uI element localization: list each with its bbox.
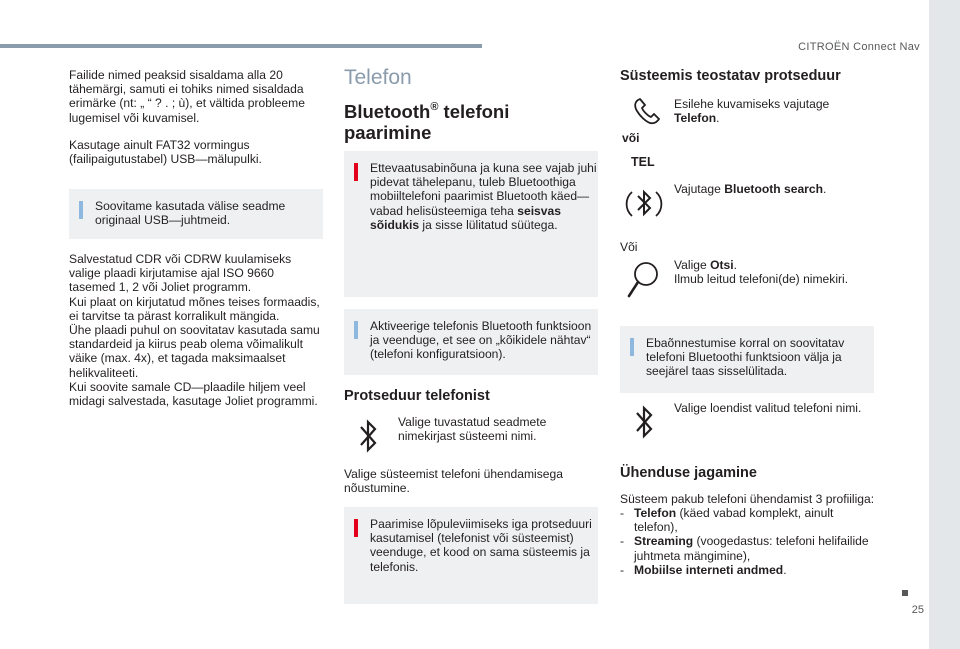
info-bar [79, 201, 83, 219]
heading-phone-procedure: Protseduur telefonist [344, 388, 490, 404]
heading-bluetooth-pairing: Bluetooth® telefoni paarimine [344, 101, 510, 143]
list-item: - Mobiilse interneti andmed. [620, 562, 787, 577]
col1-p3: Salvestatud CDR või CDRW kuulamiseks valige plaadi kirjutamise ajal ISO 9660 tasemed 1, 2 või Joliet programm. Kui plaat on kirjutatud mõnes teises formaadis, ei tarvitse ta pärast korralikult mängida. Ühe plaadi puhul on soovitatav kasutada samu standardeid ja kiirus peab olema võimalikult väike (max. 4x), et tagada maksimaalset helikvaliteeti. Kui soovite samale CD—plaadile hiljem veel midagi salvestada, kasutage Joliet programmi. [69, 252, 320, 409]
page-number: 25 [911, 604, 924, 616]
info-box-usb: Soovitame kasutada välise seadme originaal USB—juhtmeid. [69, 189, 323, 239]
share-list [620, 506, 890, 577]
side-strip [929, 0, 960, 649]
accept-text: Valige süsteemist telefoni ühendamisega nõustumine. [344, 467, 563, 496]
warning-box-code: Paarimise lõpuleviimiseks iga protseduuri kasutamisel (telefonist või süsteemist) veenduge, et kood on sama süsteemis ja telefonis. [344, 507, 598, 604]
list-item: - Telefon (käed vabad komplekt, ainult telefon), [620, 506, 834, 535]
or-label: või [622, 131, 640, 145]
step4-text: Valige loendist valitud telefoni nimi. [674, 401, 862, 415]
bluetooth-icon [356, 418, 380, 454]
search-icon [624, 258, 664, 302]
end-mark [902, 590, 908, 596]
heading-connection-sharing: Ühenduse jagamine [620, 465, 757, 481]
share-intro: Süsteem pakub telefoni ühendamist 3 profiiliga: [620, 492, 875, 506]
header-brand: CITROËN Connect Nav [798, 41, 920, 53]
phone-icon [632, 96, 662, 126]
step3-text: Valige Otsi. Ilmub leitud telefoni(de) nimekiri. [674, 258, 849, 287]
tel-label: TEL [631, 155, 655, 169]
bluetooth-phone-icon [624, 184, 664, 224]
col1-p2: Kasutage ainult FAT32 vormingus (failipaigutustabel) USB—mälupulki. [69, 138, 262, 167]
info-box-retry: Ebaõnnestumise korral on soovitatav telefoni Bluetoothi funktsioon välja ja seejärel taas sisselülitada. [620, 326, 874, 393]
warning-bar [354, 519, 358, 537]
info-bar [354, 321, 358, 339]
bt-step-text: Valige tuvastatud seadmete nimekirjast süsteemi nimi. [398, 415, 547, 444]
or-label-2: Või [620, 240, 638, 254]
list-item: - Streaming (voogedastus: telefoni helifailide juhtmeta mängimine), [620, 534, 869, 563]
info-box-visible: Aktiveerige telefonis Bluetooth funktsioon ja veenduge, et see on „kõikidele nähtav“ (telefoni konfiguratsioon). [344, 309, 598, 375]
step2-text: Vajutage Bluetooth search. [674, 182, 827, 196]
step1-text: Esilehe kuvamiseks vajutage Telefon. [674, 97, 830, 126]
col1-p1: Failide nimed peaksid sisaldama alla 20 tähemärgi, samuti ei tohiks nimed sisaldada erimärke (nt: „ “ ? . ; ù), et vältida probleeme lugemisel või kuvamisel. [69, 68, 305, 125]
warning-bar [354, 163, 358, 181]
info-bar [630, 338, 634, 356]
section-title: Telefon [344, 66, 412, 89]
warning-box-pairing: Ettevaatusabinõuna ja kuna see vajab juhi pidevat tähelepanu, tuleb Bluetoothiga mobiiltelefoni paarimist Bluetooth käed— vabad helisüsteemiga teha seisvas sõidukis ja sisse lülitatud süütega. [344, 151, 598, 297]
bluetooth-icon [632, 404, 656, 440]
heading-system-procedure: Süsteemis teostatav protseduur [620, 68, 841, 84]
header-rule [0, 44, 482, 48]
